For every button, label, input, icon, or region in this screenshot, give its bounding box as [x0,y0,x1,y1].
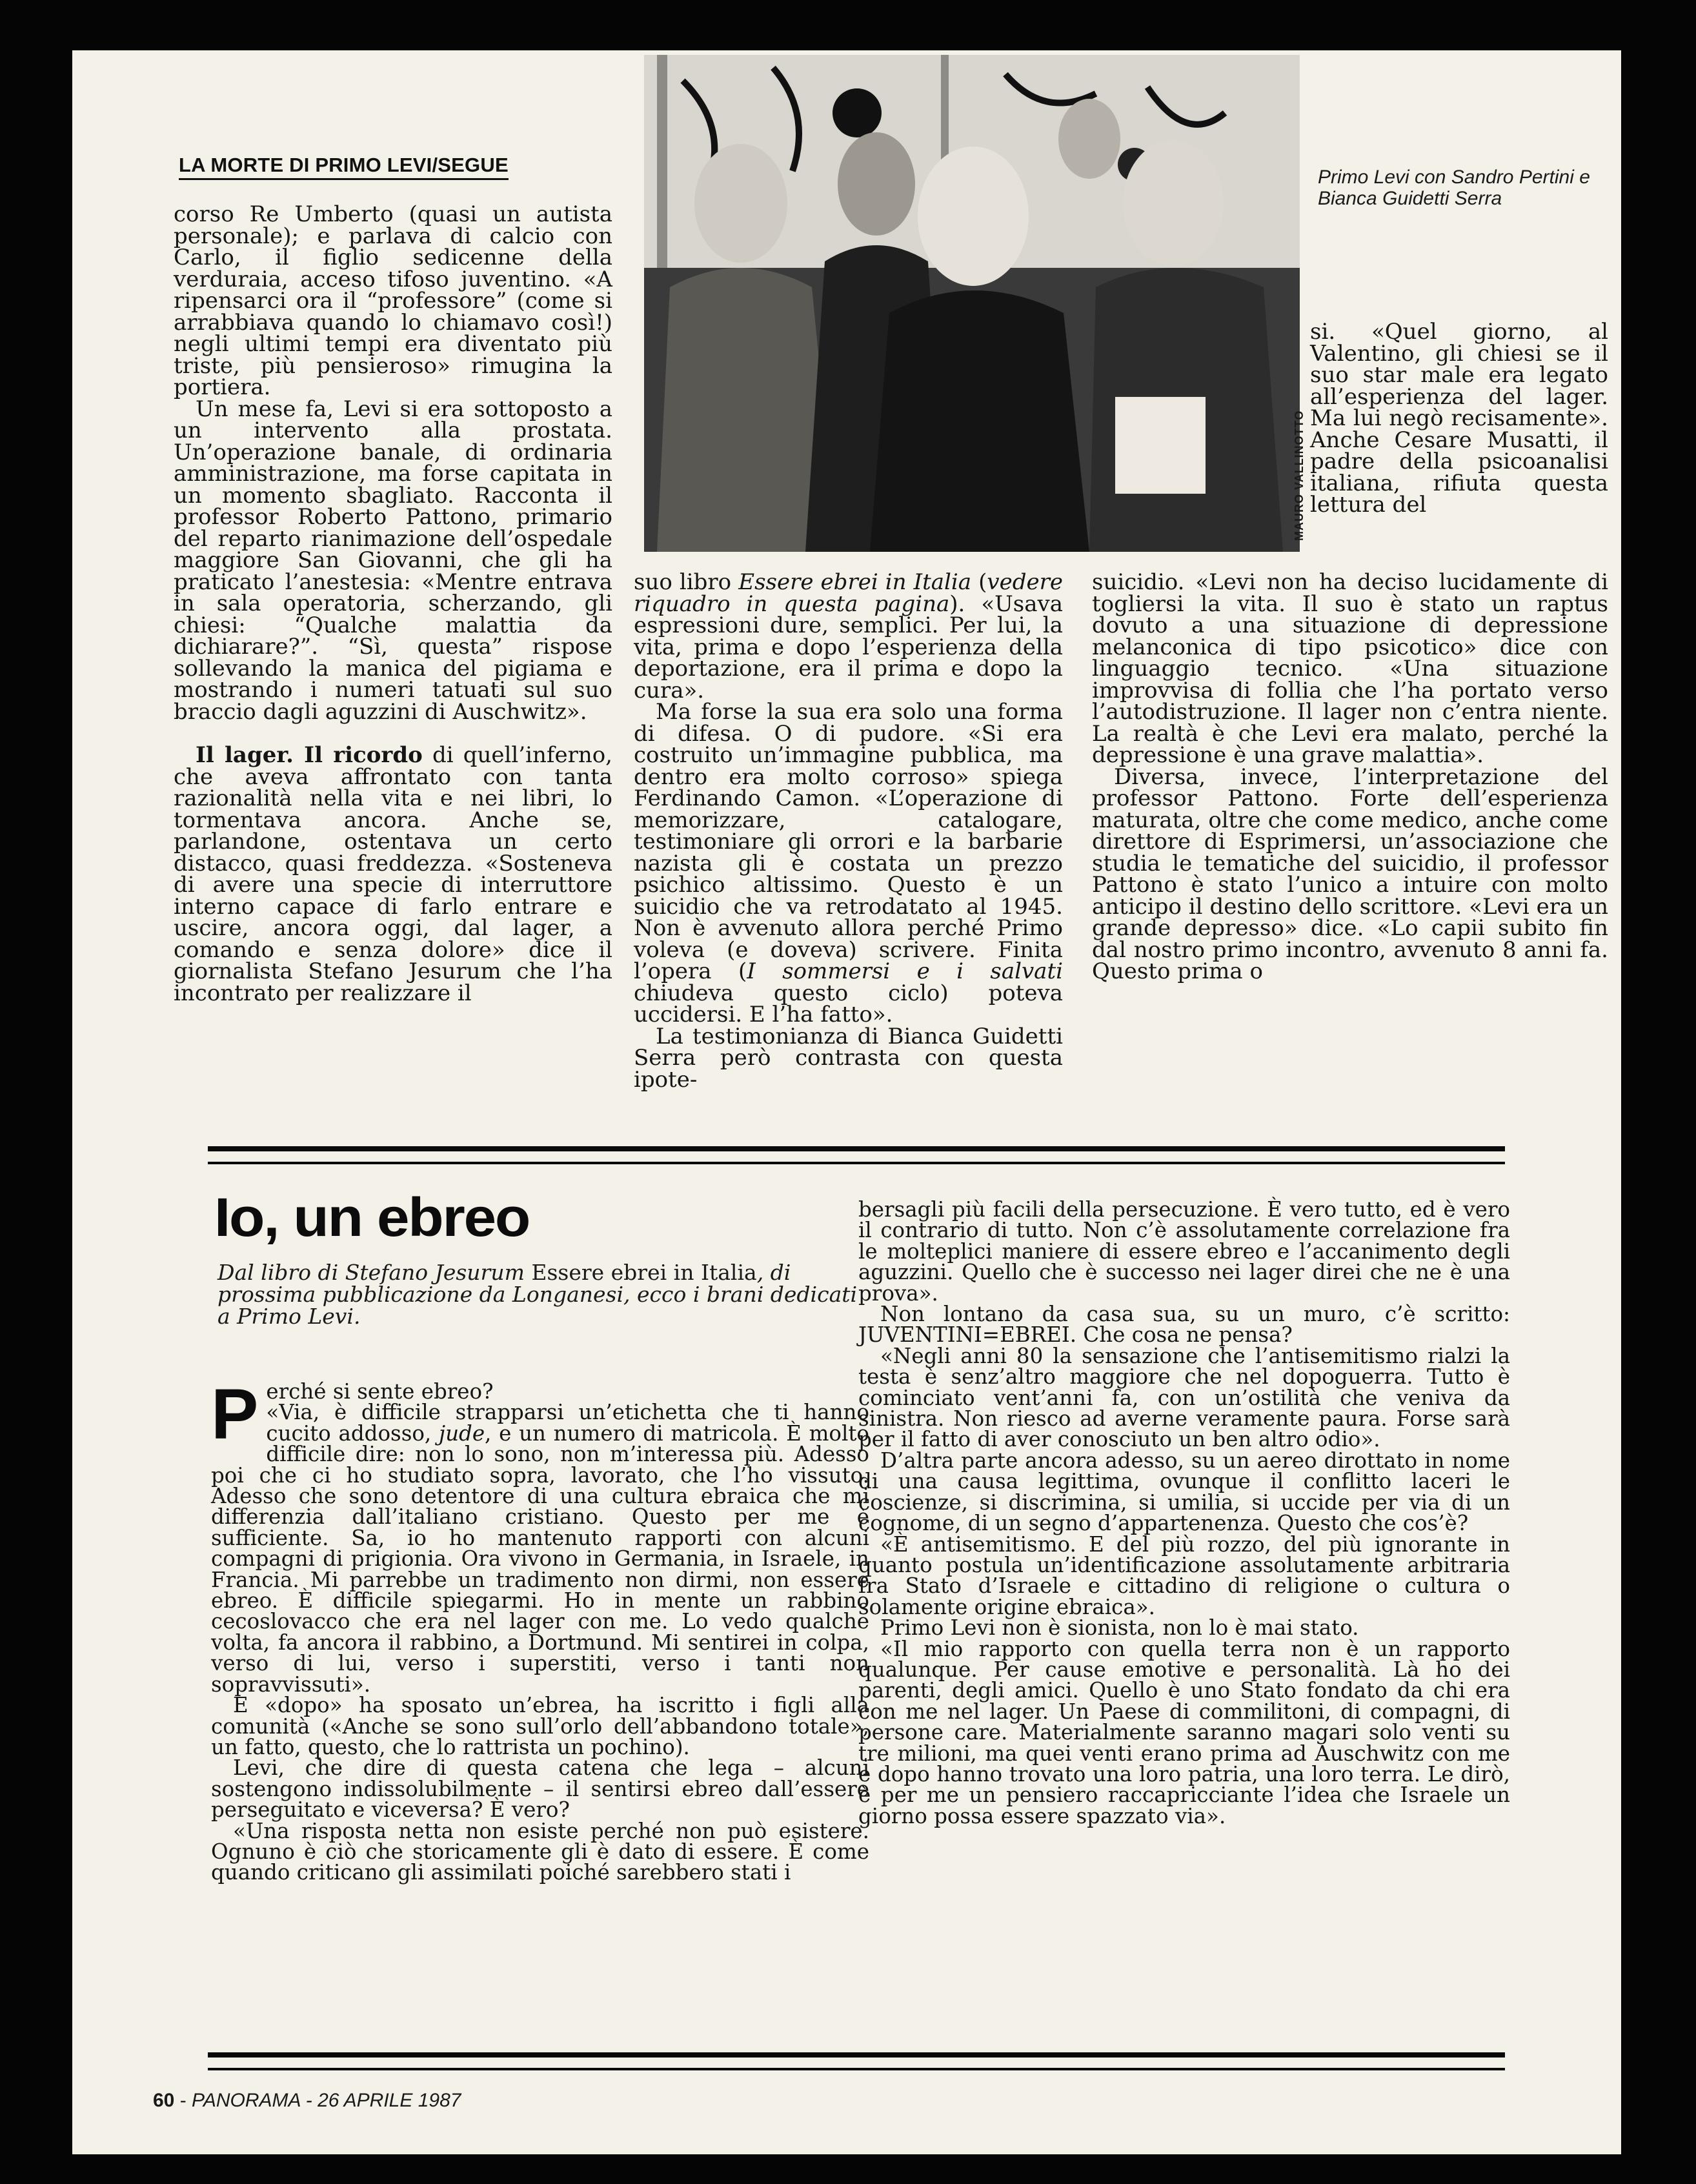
photo-levi-pertini-guidetti-serra [644,55,1300,552]
article-text: ). «Usava espressioni dure, semplici. Per lui, la vita, prima e dopo l’esperienza della deportazione, era il prima e dopo la cura». [634,591,1063,703]
box-text: erché si sente ebreo? [266,1379,494,1404]
photo-caption: Primo Levi con Sandro Pertini e Bianca Guidetti Serra [1318,167,1590,209]
page-content [72,50,1621,2154]
article-text: suo libro [634,569,739,595]
article-paragraph [174,742,612,1006]
footer-separator: - [174,2090,192,2111]
article-text: Ma forse la sua era solo una forma di difesa. O di pudore. «Si era costruito un’immagine pubblica, ma dentro era molto corroso» spiega Ferdinando Camon. «L’operazione di memorizzare, catalogare, testimoniare gli orrori e la barbarie nazista gli è costata un prezzo psichico altissimo. Questo è un suicidio che va retrodatato al 1945. Non è avvenuto allora perché Primo voleva (e doveva) scrivere. Finita l’opera ( [634,699,1063,984]
box-intro [217,1262,869,1328]
photo-illustration [644,55,1300,552]
article-column-3 [1092,569,1608,984]
box-paragraph: Primo Levi non è sionista, non lo è mai stato. [880,1615,1359,1641]
box-paragraph [211,1402,869,1695]
article-column-3-top [1310,321,1608,516]
box-paragraph: «È antisemitismo. E del più rozzo, del più ignorante in quanto postula un’identificazione assolutamente arbitraria fra Stato d’Israele e cittadino di religione o cultura o solamente origine ebraica». [858,1532,1510,1619]
page-footer [153,2090,461,2112]
article-paragraph: La testimonianza di Bianca Guidetti Serra però contrasta con questa ipote- [634,1023,1063,1093]
box-paragraph: bersagli più facili della persecuzione. È vero tutto, ed è vero il contrario di tutto. Non c’è assolutamente correlazione fra le molteplici maniere di essere ebreo e l’accanimento degli aguzzini. Quello che è successo nei lager direi che ne è una prova». [858,1197,1510,1306]
article-italic: vedere riquadro in questa pagina [634,569,1064,617]
article-column-1 [174,201,612,1006]
article-text: di quell’inferno, che aveva affrontato con tanta razionalità nella vita e nei libri, lo tormentava ancora. Anche se, parlandone, ostentava un certo distacco, quasi freddezza. «Sosteneva di avere una specie di interruttore interno capace di farlo entrare e uscire, ancora oggi, dal lager, a comando e senza dolore» dice il giornalista Stefano Jesurum che l’ha incontrato per realizzare il [174,742,612,1006]
box-bottom-rule [208,2052,1505,2070]
box-text: , e un numero di matricola. È molto difficile dire: non lo sono, non m’interessa più. Adesso poi che ci ho studiato sopra, lavorato, che l’ho vissuto. Adesso che sono detentore di una cultura ebraica che mi differenzia dall’italiano cristiano. Questo per me è sufficiente. Sa, io ho mantenuto rapporti con alcuni compagni di prigionia. Ora vivono in Germania, in Israele, in Francia. Mi parrebbe un tradimento non dirmi, non essere ebreo. È difficile spiegarmi. Ho in mente un rabbino cecoslovacco che era nel lager con me. Lo vedo qualche volta, fa ancora il rabbino, a Dortmund. Mi sentirei in colpa, verso di lui, verso i superstiti, verso i tanti non sopravvissuti». [211,1421,869,1697]
article-paragraph: Diversa, invece, l’interpretazione del professor Pattono. Forte dell’esperienza maturata, oltre che come medico, anche come direttore di Esprimersi, un’associazione che studia le tematiche del suicidio, il professor Pattono è stato l’unico a intuire con molto anticipo il destino dello scrittore. «Levi era un grande depresso» dice. «Lo capii subito fin dal nostro primo incontro, avvenuto 8 anni fa. Questo prima o [1092,763,1608,984]
drop-cap: P [211,1375,259,1454]
article-text: chiudeva questo ciclo) poteva uccidersi. E l’ha fatto». [634,980,1063,1027]
page-number: 60 [153,2090,175,2111]
box-paragraph: «Una risposta netta non esiste perché non può esistere. Ognuno è ciò che storicamente gli è dato di essere. È come quando criticano gli assimilati poiché sarebbero stati i [211,1818,869,1885]
box-italic: jude [439,1421,485,1446]
article-paragraph [634,569,1064,703]
book-title: I sommersi e i salvati [747,958,1063,984]
section-kicker: LA MORTE DI PRIMO LEVI/SEGUE [179,154,509,180]
article-paragraph: Un mese fa, Levi si era sottoposto a un intervento alla prostata. Un’operazione banale, di ordinaria amministrazione, ma forse capitata in un momento sbagliato. Racconta il professor Roberto Pattono, primario del reparto rianimazione dell’ospedale maggiore San Giovanni, che gli ha praticato l’anestesia: «Mentre entrava in sala operatoria, scherzando, gli chiesi: “Qualche malattia da dichiarare?”. “Sì, questa” rispose sollevando la manica del pigiama e mostrando i numeri tatuati sul suo braccio dagli aguzzini di Auschwitz». [174,396,612,725]
issue-date: - 26 APRILE 1987 [300,2090,461,2111]
box-paragraph: «Negli anni 80 la sensazione che l’antisemitismo rialzi la testa è senz’altro maggiore che nel dopoguerra. Tutto è cominciato vent’anni fa, con un’ostilità che veniva da sinistra. Non riesco ad averne veramente paura. Forse sarà per il fatto di aver conosciuto un ben altro odio». [858,1343,1510,1452]
box-top-rule [208,1146,1505,1164]
subhead-bold: Il lager. Il ricordo [196,742,423,768]
box-paragraph: E «dopo» ha sposato un’ebrea, ha iscritto i figli alla comunità («Anche se sono sull’orlo dell’abbandono totale», un fatto, questo, che lo rattrista un pochino). [211,1693,869,1759]
article-text: ( [971,569,987,595]
book-title: Essere ebrei in Italia [738,569,972,595]
magazine-page [72,50,1621,2154]
box-column-2 [858,1199,1510,1826]
article-paragraph: suicidio. «Levi non ha deciso lucidamente di togliersi la vita. Il suo è stato un raptus dovuto a una situazione di depressione melanconica di tipo psicotico» dice con linguaggio tecnico. «Una situazione improvvisa di follia che l’ha portato verso l’autodistruzione. Il lager non c’entra niente. La realtà è che Levi era malato, perché la depressione è una grave malattia». [1092,569,1608,768]
magazine-name: PANORAMA [192,2090,301,2111]
box-paragraph: D’altra parte ancora adesso, su un aereo dirottato in nome di una causa legittima, ovunque il conflitto laceri le coscienze, si discrimina, si umilia, si uccide per via di un cognome, di un segno d’appartenenza. Questo che cos’è? [858,1448,1510,1536]
box-intro-book: Essere ebrei in Italia [524,1260,757,1285]
box-text: «Via, è difficile strapparsi un’etichetta che ti hanno cucito addosso, [266,1400,869,1446]
article-paragraph [634,699,1063,1027]
box-intro-text: Dal libro di Stefano Jesurum [217,1260,525,1285]
box-paragraph: «Il mio rapporto con quella terra non è un rapporto qualunque. Per cause emotive e personalità. Là ho dei parenti, degli amici. Quello è uno Stato fondato da chi era con me nel lager. Un Paese di commilitoni, di compagni, di persone care. Materialmente saranno magari solo venti su tre milioni, ma quei venti erano prima ad Auschwitz con me e dopo hanno trovato una loro patria, una loro terra. Le dirò, è per me un pensiero raccapricciante l’idea che Israele un giorno possa essere spazzato via». [858,1636,1510,1828]
article-column-2 [634,569,1064,1093]
photo-credit: MAURO VALLINOTTO [1293,410,1306,541]
box-paragraph: Non lontano da casa sua, su un muro, c’è scritto: JUVENTINI=EBREI. Che cosa ne pensa? [858,1302,1510,1348]
box-title: Io, un ebreo [214,1187,530,1248]
box-intro-text: , di prossima pubblicazione da Longanesi, ecco i brani dedicati a Primo Levi. [217,1260,858,1329]
article-paragraph: corso Re Umberto (quasi un autista personale); e parlava di calcio con Carlo, il figlio sedicenne della verduraia, acceso tifoso juventino. «A ripensarci ora il “professore” (come si arrabbiava quando lo chiamavo così!) negli ultimi tempi era diventato più triste, più pensieroso» rimugina la portiera. [174,201,612,400]
article-paragraph: si. «Quel giorno, al Valentino, gli chiesi se il suo star male era legato all’esperienza del lager. Ma lui negò recisamente». Anche Cesare Musatti, il padre della psicoanalisi italiana, rifiuta questa lettura del [1310,319,1608,518]
box-column-1 [211,1375,869,1885]
box-paragraph: Levi, che dire di questa catena che lega – alcuni sostengono indissolubilmente – il sentirsi ebreo dall’essere perseguitato e viceversa? È vero? [211,1755,869,1823]
